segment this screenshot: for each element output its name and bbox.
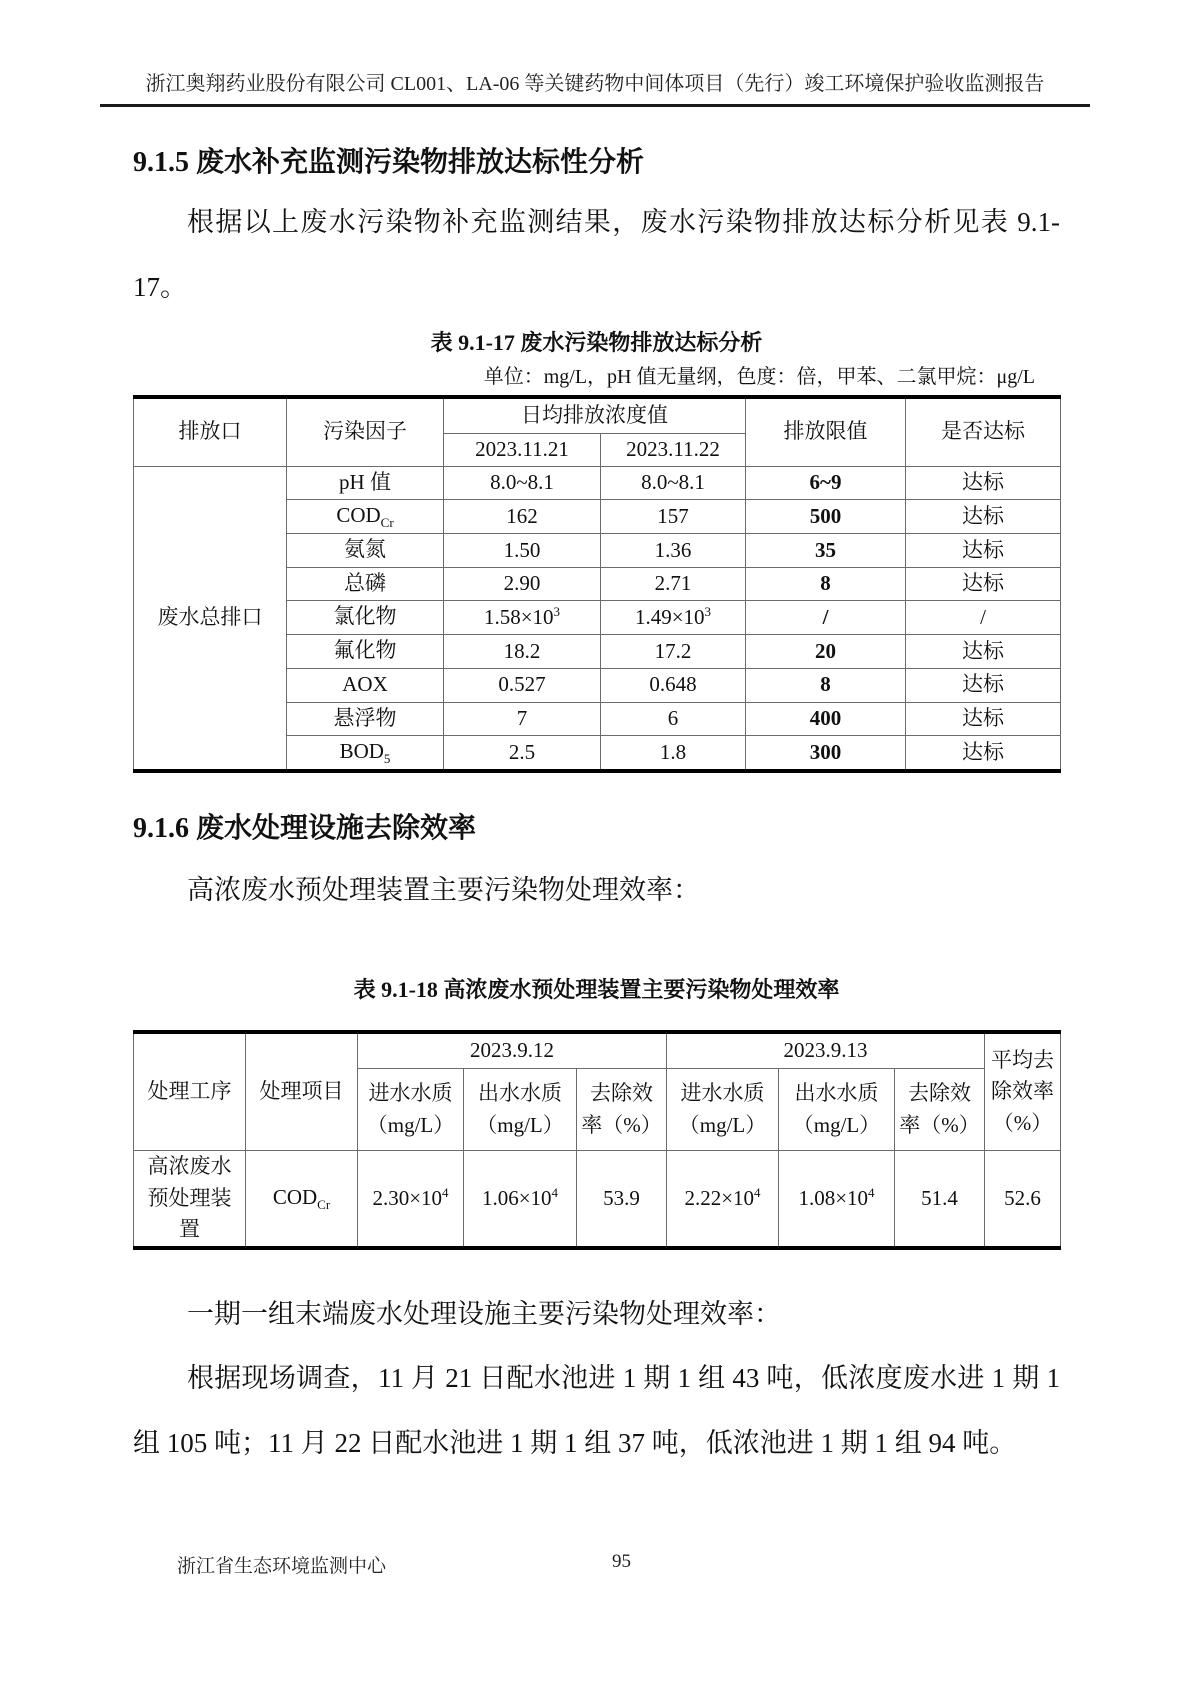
header-compliance: 是否达标: [906, 397, 1061, 467]
header-date-1: 2023.11.21: [444, 434, 601, 467]
cell-d2-removal: 51.4: [895, 1151, 985, 1248]
cell-factor: [287, 702, 444, 736]
table-9-1-17-unit-note: 单位：mg/L，pH 值无量纲，色度：倍，甲苯、二氯甲烷：μg/L: [483, 365, 1035, 388]
value-text: 2.90: [503, 571, 541, 596]
header-removal-2: 去除效率（%）: [895, 1069, 985, 1151]
value-text: 162: [506, 503, 538, 528]
cell-d1-removal: 53.9: [577, 1151, 667, 1248]
cell-day2: [601, 736, 746, 771]
cell-compliance: 达标: [906, 736, 1061, 771]
item-text: COD: [272, 1185, 318, 1210]
factor-text: AOX: [342, 671, 388, 696]
table-header-row-1: [134, 397, 1061, 434]
factor-text: COD: [336, 503, 381, 528]
cell-day2: [601, 601, 746, 635]
cell-day1: [444, 567, 601, 601]
cell-compliance: 达标: [906, 500, 1061, 534]
cell-compliance: /: [906, 601, 1061, 635]
cell-day1: [444, 635, 601, 669]
cell-factor: [287, 500, 444, 534]
value-text: 8.0~8.1: [641, 470, 705, 495]
value-text: 1.49×10: [634, 604, 705, 629]
cell-limit: [746, 533, 906, 567]
cell-compliance: 达标: [906, 668, 1061, 702]
header-limit: 排放限值: [746, 397, 906, 467]
cell-factor: [287, 567, 444, 601]
value-text: 0.648: [649, 672, 697, 697]
limit-text: /: [822, 604, 829, 629]
limit-text: 400: [809, 706, 842, 731]
value-text: 1.08×10: [798, 1185, 869, 1210]
cell-d2-out: [779, 1151, 895, 1248]
cell-day1: [444, 736, 601, 771]
value-text: 2.30×10: [372, 1185, 443, 1210]
cell-compliance: 达标: [906, 635, 1061, 669]
cell-day2: [601, 500, 746, 534]
value-text: 2.71: [654, 571, 692, 596]
factor-text: 氯化物: [333, 604, 397, 629]
value-superscript: 3: [704, 603, 712, 619]
cell-item: [246, 1151, 358, 1248]
page-number: 95: [612, 1551, 631, 1572]
survey-paragraph: 根据现场调查，11 月 21 日配水池进 1 期 1 组 43 吨，低浓度废水进 1 期 1 组 105 吨；11 月 22 日配水池进 1 期 1 组 37 吨，低浓池进 1 期 1 组 94 吨。: [133, 1363, 1060, 1459]
pretreat-paragraph: 高浓废水预处理装置主要污染物处理效率：: [187, 875, 700, 906]
header-outflow-1: 出水水质（mg/L）: [464, 1069, 577, 1151]
outlet-name-cell: 废水总排口: [134, 466, 287, 771]
table-9-1-17-caption: 表 9.1-17 废水污染物排放达标分析: [430, 329, 763, 355]
cell-limit: [746, 500, 906, 534]
limit-text: 500: [809, 503, 842, 528]
factor-text: 悬浮物: [333, 705, 397, 730]
section-9-1-5-title: 9.1.5 废水补充监测污染物排放达标性分析: [133, 147, 645, 178]
value-text: 0.527: [498, 672, 546, 697]
table-row: [134, 1151, 1061, 1248]
value-superscript: 4: [868, 1184, 875, 1200]
value-text: 8.0~8.1: [490, 470, 554, 495]
value-superscript: 4: [754, 1184, 761, 1200]
header-item: 处理项目: [246, 1032, 358, 1151]
value-text: 1.06×10: [481, 1185, 552, 1210]
table-9-1-17: [133, 395, 1061, 773]
cell-compliance: 达标: [906, 533, 1061, 567]
value-superscript: 3: [553, 603, 561, 619]
factor-text: 氨氮: [344, 536, 386, 561]
cell-factor: [287, 668, 444, 702]
header-avg-removal: 平均去除效率（%）: [985, 1032, 1061, 1151]
factor-text: 总磷: [344, 570, 386, 595]
header-factor: 污染因子: [287, 397, 444, 467]
item-subscript: Cr: [317, 1197, 331, 1213]
cell-limit: [746, 567, 906, 601]
header-date-1: 2023.9.12: [358, 1032, 667, 1069]
limit-text: 300: [809, 739, 842, 764]
value-text: 18.2: [503, 638, 541, 663]
value-text: 17.2: [654, 638, 692, 663]
document-header: [100, 0, 1090, 107]
cell-compliance: 达标: [906, 702, 1061, 736]
cell-limit: [746, 668, 906, 702]
limit-text: 20: [815, 638, 836, 663]
cell-compliance: 达标: [906, 567, 1061, 601]
header-inflow-1: 进水水质（mg/L）: [358, 1069, 464, 1151]
cell-limit: [746, 635, 906, 669]
cell-d1-in: [358, 1151, 464, 1248]
cell-avg-removal: 52.6: [985, 1151, 1061, 1248]
cell-compliance: 达标: [906, 466, 1061, 500]
cell-limit: [746, 466, 906, 500]
page-content: [133, 143, 1060, 1476]
header-process: 处理工序: [134, 1032, 246, 1151]
cell-day2: [601, 533, 746, 567]
cell-day1: [444, 601, 601, 635]
factor-subscript: Cr: [380, 515, 394, 531]
cell-factor: [287, 736, 444, 771]
factor-text: pH 值: [339, 469, 391, 494]
table-row: [134, 466, 1061, 500]
value-text: 1.58×10: [483, 604, 554, 629]
cell-day2: [601, 567, 746, 601]
header-date-2: 2023.11.22: [601, 434, 746, 467]
cell-day2: [601, 668, 746, 702]
header-outflow-2: 出水水质（mg/L）: [779, 1069, 895, 1151]
cell-factor: [287, 635, 444, 669]
cell-day2: [601, 466, 746, 500]
value-superscript: 4: [442, 1184, 449, 1200]
cell-factor: [287, 601, 444, 635]
header-date-2: 2023.9.13: [667, 1032, 985, 1069]
cell-d1-out: [464, 1151, 577, 1248]
value-text: 1.50: [503, 537, 541, 562]
value-text: 7: [516, 706, 528, 731]
cell-day2: [601, 702, 746, 736]
limit-text: 8: [820, 672, 831, 697]
value-text: 1.36: [654, 537, 692, 562]
value-text: 1.8: [659, 739, 687, 764]
terminal-paragraph: 一期一组末端废水处理设施主要污染物处理效率：: [187, 1298, 781, 1329]
cell-factor: [287, 533, 444, 567]
cell-day1: [444, 668, 601, 702]
cell-day1: [444, 533, 601, 567]
table-header-row-1: [134, 1032, 1061, 1069]
value-text: 2.22×10: [684, 1185, 755, 1210]
factor-subscript: 5: [383, 751, 391, 767]
header-inflow-2: 进水水质（mg/L）: [667, 1069, 779, 1151]
header-removal-1: 去除效率（%）: [577, 1069, 667, 1151]
limit-text: 6~9: [809, 470, 842, 495]
header-outlet: 排放口: [134, 397, 287, 467]
cell-d2-in: [667, 1151, 779, 1248]
factor-text: 氟化物: [333, 638, 397, 663]
cell-day1: [444, 702, 601, 736]
cell-limit: [746, 702, 906, 736]
header-daily-avg: 日均排放浓度值: [444, 397, 746, 434]
footer-organization: 浙江省生态环境监测中心: [177, 1556, 387, 1577]
table-9-1-18-caption: 表 9.1-18 高浓废水预处理装置主要污染物处理效率: [353, 976, 840, 1002]
cell-day2: [601, 635, 746, 669]
limit-text: 8: [820, 571, 831, 596]
value-text: 157: [657, 503, 689, 528]
intro-paragraph: 根据以上废水污染物补充监测结果，废水污染物排放达标分析见表 9.1-17。: [133, 207, 1060, 302]
cell-factor: [287, 466, 444, 500]
table-9-1-18: [133, 1030, 1061, 1250]
cell-limit: [746, 736, 906, 771]
limit-text: 35: [815, 537, 836, 562]
cell-limit: [746, 601, 906, 635]
cell-process: 高浓废水预处理装置: [134, 1151, 246, 1248]
factor-text: BOD: [339, 739, 384, 764]
cell-day1: [444, 466, 601, 500]
value-text: 6: [667, 706, 679, 731]
header-title: 浙江奥翔药业股份有限公司 CL001、LA-06 等关键药物中间体项目（先行）竣工环境保护验收监测报告: [145, 73, 1045, 95]
cell-day1: [444, 500, 601, 534]
value-text: 2.5: [508, 739, 536, 764]
section-9-1-6-title: 9.1.6 废水处理设施去除效率: [133, 812, 477, 844]
value-superscript: 4: [551, 1184, 559, 1200]
